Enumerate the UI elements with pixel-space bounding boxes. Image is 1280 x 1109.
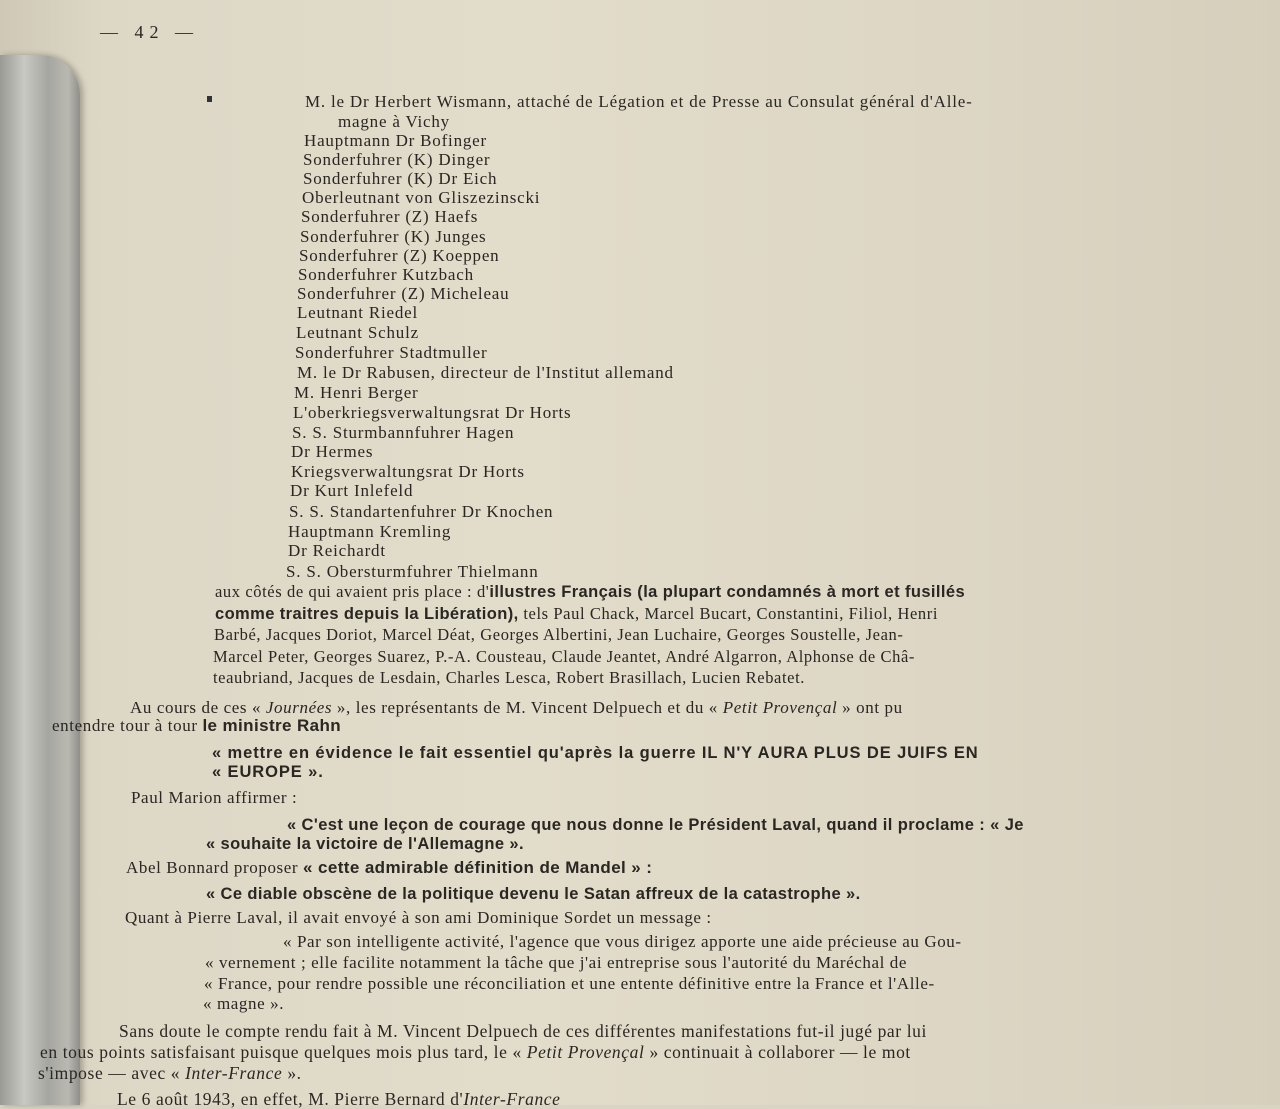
paragraph-line: Le 6 août 1943, en effet, M. Pierre Bernard d'Inter-France (117, 1089, 561, 1109)
list-item: S. S. Obersturmfuhrer Thielmann (286, 562, 539, 581)
list-item: Hauptmann Kremling (288, 522, 452, 541)
list-item: Sonderfuhrer (K) Dinger (303, 150, 491, 169)
list-item: Oberleutnant von Gliszezinscki (302, 188, 541, 207)
list-item: Sonderfuhrer (Z) Haefs (301, 207, 479, 226)
paragraph-line: Sans doute le compte rendu fait à M. Vincent Delpuech de ces différentes manifestations fut-il jugé par lui (119, 1021, 927, 1041)
message-line: « France, pour rendre possible une réconciliation et une entente définitive entre la France et l'Alle- (204, 974, 935, 993)
list-item: Dr Hermes (291, 442, 374, 461)
list-item: Sonderfuhrer (Z) Koeppen (299, 246, 500, 265)
list-item: M. Henri Berger (294, 383, 419, 402)
list-item: Sonderfuhrer Kutzbach (298, 265, 474, 284)
list-item: Leutnant Riedel (297, 303, 419, 322)
list-item: magne à Vichy (338, 112, 450, 131)
quote-line: « C'est une leçon de courage que nous donne le Président Laval, quand il proclame : « Je (287, 816, 1024, 834)
paragraph-line: Abel Bonnard proposer « cette admirable définition de Mandel » : (126, 858, 653, 877)
list-item: S. S. Standartenfuhrer Dr Knochen (289, 502, 554, 521)
paragraph-line: Au cours de ces « Journées », les représentants de M. Vincent Delpuech et du « Petit Provençal » ont pu (130, 698, 903, 717)
list-item: Hauptmann Dr Bofinger (304, 131, 487, 150)
list-item: Sonderfuhrer (K) Dr Eich (303, 169, 498, 188)
paragraph-line: comme traitres depuis la Libération), tels Paul Chack, Marcel Bucart, Constantini, Filiol, Henri (215, 604, 939, 623)
list-item: M. le Dr Rabusen, directeur de l'Institut allemand (297, 363, 674, 382)
quote-line: « souhaite la victoire de l'Allemagne ». (206, 835, 524, 853)
quote-line: « Ce diable obscène de la politique devenu le Satan affreux de la catastrophe ». (206, 885, 861, 903)
list-item: Dr Kurt Inlefeld (290, 481, 414, 500)
message-line: « Par son intelligente activité, l'agence que vous dirigez apporte une aide précieuse au Gou- (283, 932, 962, 951)
list-item: Sonderfuhrer Stadtmuller (295, 343, 488, 362)
paragraph-line: Paul Marion affirmer : (131, 788, 298, 807)
list-item: L'oberkriegsverwaltungsrat Dr Horts (293, 403, 572, 422)
message-line: « vernement ; elle facilite notamment la tâche que j'ai entreprise sous l'autorité du Maréchal de (205, 953, 908, 972)
list-item: S. S. Sturmbannfuhrer Hagen (292, 423, 515, 442)
list-item: Sonderfuhrer (Z) Micheleau (297, 284, 510, 303)
list-item: Kriegsverwaltungsrat Dr Horts (291, 462, 525, 481)
paragraph-line: aux côtés de qui avaient pris place : d'illustres Français (la plupart condamnés à mort et fusillés (215, 582, 966, 601)
paragraph-line: en tous points satisfaisant puisque quelques mois plus tard, le « Petit Provençal » continuait à collaborer — le mot (40, 1042, 911, 1062)
paragraph-line: Marcel Peter, Georges Suarez, P.-A. Cousteau, Claude Jeantet, André Algarron, Alphonse de Châ- (213, 647, 915, 666)
paragraph-line: entendre tour à tour le ministre Rahn (52, 716, 342, 735)
message-line: « magne ». (203, 994, 285, 1013)
list-item: Dr Reichardt (288, 541, 386, 560)
paragraph-line: s'impose — avec « Inter-France ». (38, 1063, 302, 1083)
book-binding (0, 55, 80, 1105)
paragraph-line: Barbé, Jacques Doriot, Marcel Déat, Georges Albertini, Jean Luchaire, Georges Soustelle, Jean- (214, 625, 904, 644)
quote-line: « mettre en évidence le fait essentiel qu'après la guerre IL N'Y AURA PLUS DE JUIFS EN (212, 744, 979, 762)
list-item: Sonderfuhrer (K) Junges (300, 227, 487, 246)
page-number: — 42 — (100, 22, 199, 42)
list-item: Leutnant Schulz (296, 323, 419, 342)
margin-mark (207, 96, 212, 102)
quote-line: « EUROPE ». (212, 763, 324, 781)
paragraph-line: Quant à Pierre Laval, il avait envoyé à son ami Dominique Sordet un message : (125, 908, 712, 927)
paragraph-line: teaubriand, Jacques de Lesdain, Charles Lesca, Robert Brasillach, Lucien Rebatet. (213, 668, 805, 687)
list-item: M. le Dr Herbert Wismann, attaché de Légation et de Presse au Consulat général d'Alle- (305, 92, 973, 111)
